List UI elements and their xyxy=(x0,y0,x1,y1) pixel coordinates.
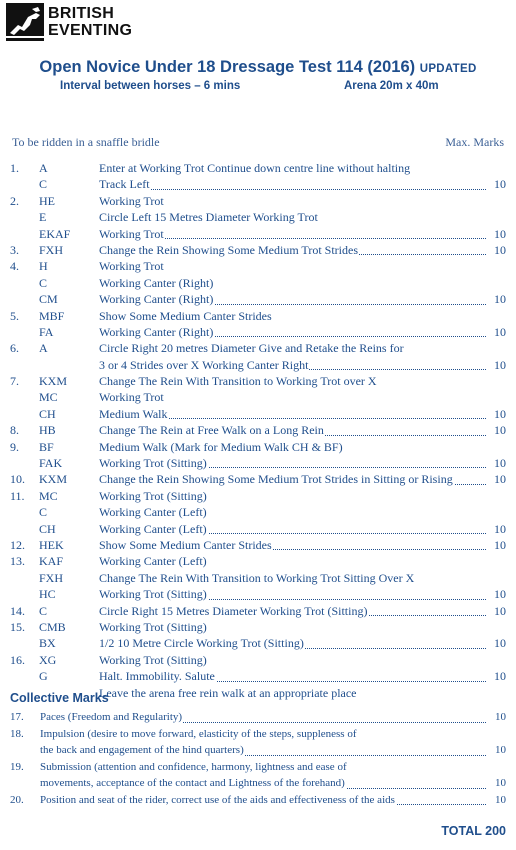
collective-row xyxy=(10,709,506,726)
movement-letters: KAF xyxy=(39,554,64,569)
movement-text: Working Trot (Sitting) xyxy=(99,587,207,602)
movement-row xyxy=(10,504,506,520)
movement-letters: BF xyxy=(39,439,54,454)
movement-row xyxy=(10,603,506,619)
movement-number: 14. xyxy=(10,603,25,618)
collective-number: 17. xyxy=(10,711,24,723)
movement-max-mark: 10 xyxy=(494,357,506,372)
collective-row xyxy=(10,792,506,809)
movement-description xyxy=(99,471,486,487)
movement-letters: CH xyxy=(39,521,56,536)
movement-max-mark: 10 xyxy=(494,292,506,307)
movement-text: Change The Rein With Transition to Working Trot Sitting Over X xyxy=(99,570,415,585)
movement-description xyxy=(99,619,506,635)
collective-max-mark: 10 xyxy=(495,793,506,806)
collective-text: Submission (attention and confidence, harmony, lightness and ease of xyxy=(40,760,347,773)
movement-letters: HC xyxy=(39,587,56,602)
movement-description xyxy=(99,324,486,340)
movement-text: Working Trot (Sitting) xyxy=(99,652,207,667)
movement-number: 10. xyxy=(10,472,25,487)
movement-text: Working Trot xyxy=(99,226,164,241)
horse-jump-logo-icon xyxy=(6,3,44,41)
movement-max-mark: 10 xyxy=(494,406,506,421)
movement-description xyxy=(99,455,486,471)
movement-letters: KXM xyxy=(39,472,68,487)
collective-row xyxy=(10,775,506,792)
movement-text: Change the Rein Showing Some Medium Trot Strides in Sitting or Rising xyxy=(99,472,453,487)
movement-description xyxy=(99,406,486,422)
movement-row xyxy=(10,291,506,307)
movement-text: Change The Rein at Free Walk on a Long Rein xyxy=(99,423,324,438)
movement-letters: HB xyxy=(39,423,56,438)
movement-row xyxy=(10,635,506,651)
movement-text: Working Canter (Left) xyxy=(99,554,207,569)
movement-row xyxy=(10,357,506,373)
collective-row xyxy=(10,742,506,759)
movement-max-mark: 10 xyxy=(494,603,506,618)
movement-text: 3 or 4 Strides over X Working Canter Right xyxy=(99,357,309,372)
movement-row xyxy=(10,668,506,684)
movement-row xyxy=(10,209,506,225)
movement-row xyxy=(10,406,506,422)
logo-line-2: EVENTING xyxy=(48,22,133,39)
movement-row xyxy=(10,160,506,176)
movement-letters: FA xyxy=(39,324,54,339)
movement-row xyxy=(10,324,506,340)
collective-text: movements, acceptance of the contact and Lightness of the forehand) xyxy=(40,777,345,789)
movement-letters: MC xyxy=(39,390,58,405)
movement-letters: A xyxy=(39,161,48,175)
movement-description xyxy=(99,553,506,569)
collective-max-mark: 10 xyxy=(495,711,506,723)
movement-description xyxy=(99,586,486,602)
movement-max-mark: 10 xyxy=(494,177,506,192)
movement-text: Track Left xyxy=(99,177,150,192)
movement-row xyxy=(10,422,506,438)
movement-description xyxy=(99,193,506,209)
movement-description xyxy=(99,570,506,586)
movement-row xyxy=(10,455,506,471)
movement-description xyxy=(99,357,486,373)
movement-number: 15. xyxy=(10,619,25,634)
collective-row xyxy=(10,759,506,776)
movement-letters: HE xyxy=(39,193,55,208)
movement-description xyxy=(99,504,506,520)
movement-text: Show Some Medium Canter Strides xyxy=(99,537,272,552)
movement-text: Circle Right 20 metres Diameter Give and Retake the Reins for xyxy=(99,341,404,356)
movement-row xyxy=(10,439,506,455)
british-eventing-logo xyxy=(6,3,162,41)
movement-description xyxy=(99,275,506,291)
movement-description xyxy=(99,160,506,176)
collective-number: 20. xyxy=(10,793,24,806)
movement-text: Change The Rein With Transition to Working Trot over X xyxy=(99,374,377,389)
movement-letters: HEK xyxy=(39,537,64,552)
movement-row xyxy=(10,308,506,324)
arena-size: Arena 20m x 40m xyxy=(344,80,439,92)
collective-number: 19. xyxy=(10,760,24,773)
movement-description xyxy=(99,258,506,274)
movement-text: 1/2 10 Metre Circle Working Trot (Sitting) xyxy=(99,636,304,651)
movement-row xyxy=(10,275,506,291)
collective-max-mark: 10 xyxy=(495,777,506,789)
movement-letters: CH xyxy=(39,406,56,421)
movement-row xyxy=(10,242,506,258)
collective-marks-heading: Collective Marks xyxy=(10,691,109,705)
movement-description xyxy=(99,652,506,668)
collective-description xyxy=(40,742,486,759)
movement-row xyxy=(10,258,506,274)
movement-number: 2. xyxy=(10,193,19,208)
movement-description xyxy=(99,389,506,405)
movement-number: 16. xyxy=(10,652,25,667)
movement-description xyxy=(99,521,486,537)
test-title xyxy=(0,58,516,77)
max-marks-header: Max. Marks xyxy=(445,135,504,149)
movement-text: Working Canter (Right) xyxy=(99,275,214,290)
movement-letters: C xyxy=(39,603,48,618)
movement-text: Working Trot (Sitting) xyxy=(99,619,207,634)
movement-text: Halt. Immobility. Salute xyxy=(99,669,215,684)
movement-description xyxy=(99,209,506,225)
movement-description xyxy=(99,439,506,455)
movement-letters: FAK xyxy=(39,456,63,471)
collective-description xyxy=(40,709,486,726)
movement-row xyxy=(10,389,506,405)
movement-row xyxy=(10,226,506,242)
movement-text: Working Trot xyxy=(99,390,164,405)
test-title-text: Open Novice Under 18 Dressage Test 114 (2016) xyxy=(39,58,416,76)
movement-max-mark: 10 xyxy=(494,324,506,339)
movement-row xyxy=(10,373,506,389)
movements-table xyxy=(10,160,506,701)
collective-row xyxy=(10,726,506,743)
movement-description xyxy=(99,176,486,192)
movement-description xyxy=(99,422,486,438)
dot-leader xyxy=(99,189,486,190)
movement-letters: KXM xyxy=(39,374,68,389)
movement-text: Working Trot (Sitting) xyxy=(99,488,207,503)
movement-description xyxy=(99,226,486,242)
movement-text: Working Canter (Left) xyxy=(99,521,207,536)
movement-max-mark: 10 xyxy=(494,456,506,471)
collective-number: 18. xyxy=(10,727,24,740)
collective-text: the back and engagement of the hind quarters) xyxy=(40,744,244,756)
movement-row xyxy=(10,570,506,586)
movement-description xyxy=(99,308,506,324)
movement-letters: FXH xyxy=(39,242,64,257)
movement-letters: BX xyxy=(39,636,56,651)
movement-text: Medium Walk (Mark for Medium Walk CH & BF) xyxy=(99,439,343,454)
movement-text: Circle Left 15 Metres Diameter Working Trot xyxy=(99,210,318,225)
collective-text: Paces (Freedom and Regularity) xyxy=(40,711,183,723)
collective-text: Impulsion (desire to move forward, elasticity of the steps, suppleness of xyxy=(40,727,357,740)
movement-description xyxy=(99,635,486,651)
ridden-note: To be ridden in a snaffle bridle xyxy=(12,135,160,149)
movement-number: 5. xyxy=(10,308,19,323)
movement-description xyxy=(99,373,506,389)
movement-row xyxy=(10,652,506,668)
movement-text: Change the Rein Showing Some Medium Trot Strides xyxy=(99,242,359,257)
movement-max-mark: 10 xyxy=(494,242,506,257)
movement-max-mark: 10 xyxy=(494,521,506,536)
movement-max-mark: 10 xyxy=(494,423,506,438)
movement-number: 1. xyxy=(10,161,19,175)
movement-row xyxy=(10,176,506,192)
movement-description xyxy=(99,291,486,307)
movement-number: 3. xyxy=(10,242,19,257)
movement-number: 8. xyxy=(10,423,19,438)
total-marks: TOTAL 200 xyxy=(441,824,506,838)
movement-row xyxy=(10,340,506,356)
movement-text: Working Trot xyxy=(99,259,164,274)
movement-number: 4. xyxy=(10,259,19,274)
collective-text: Position and seat of the rider, correct use of the aids and effectiveness of the aids xyxy=(40,793,395,806)
movement-text: Working Canter (Left) xyxy=(99,505,207,520)
movement-description xyxy=(99,603,486,619)
movement-description xyxy=(99,242,486,258)
collective-description xyxy=(40,759,506,776)
movement-letters: E xyxy=(39,210,47,225)
movement-number: 13. xyxy=(10,554,25,569)
movement-row xyxy=(10,471,506,487)
movement-number: 7. xyxy=(10,374,19,389)
movement-letters: A xyxy=(39,341,48,356)
movement-row xyxy=(10,537,506,553)
movement-text: Circle Right 15 Metres Diameter Working Trot (Sitting) xyxy=(99,603,368,618)
movement-description xyxy=(99,537,486,553)
movement-letters: EKAF xyxy=(39,226,71,241)
interval-note: Interval between horses – 6 mins xyxy=(60,80,241,92)
movement-letters: MBF xyxy=(39,308,65,323)
movement-row xyxy=(10,619,506,635)
movement-letters: CMB xyxy=(39,619,66,634)
movement-max-mark: 10 xyxy=(494,636,506,651)
movement-letters: MC xyxy=(39,488,58,503)
movement-number: 9. xyxy=(10,439,19,454)
movement-number: 12. xyxy=(10,537,25,552)
movement-letters: H xyxy=(39,259,48,274)
movement-max-mark: 10 xyxy=(494,669,506,684)
movement-row xyxy=(10,586,506,602)
movement-row xyxy=(10,553,506,569)
movement-text: Working Canter (Right) xyxy=(99,324,214,339)
movement-row xyxy=(10,193,506,209)
movement-description xyxy=(99,668,486,684)
collective-description xyxy=(40,792,486,809)
movement-letters: CM xyxy=(39,292,58,307)
movement-text: Working Trot xyxy=(99,193,164,208)
movement-description xyxy=(99,488,506,504)
movement-text: Medium Walk xyxy=(99,406,168,421)
movement-number: 6. xyxy=(10,341,19,356)
movement-number: 11. xyxy=(10,488,25,503)
movement-max-mark: 10 xyxy=(494,472,506,487)
movement-text: Enter at Working Trot Continue down centre line without halting xyxy=(99,161,411,175)
movement-text: Working Canter (Right) xyxy=(99,292,214,307)
movement-letters: C xyxy=(39,505,48,520)
collective-max-mark: 10 xyxy=(495,744,506,756)
collective-description xyxy=(40,775,486,792)
movement-letters: C xyxy=(39,275,48,290)
movement-max-mark: 10 xyxy=(494,226,506,241)
movement-letters: G xyxy=(39,669,48,684)
movement-text: Show Some Medium Canter Strides xyxy=(99,308,272,323)
movement-letters: C xyxy=(39,177,48,192)
movement-description xyxy=(99,340,506,356)
movement-letters: XG xyxy=(39,652,57,667)
movement-description xyxy=(99,685,506,701)
updated-badge: UPDATED xyxy=(419,63,477,75)
movement-row xyxy=(10,521,506,537)
movement-max-mark: 10 xyxy=(494,587,506,602)
movement-text: Leave the arena free rein walk at an appropriate place xyxy=(99,685,357,700)
movement-letters: FXH xyxy=(39,570,64,585)
collective-marks-table xyxy=(10,709,506,808)
movement-max-mark: 10 xyxy=(494,537,506,552)
movement-text: Working Trot (Sitting) xyxy=(99,456,207,471)
movement-row xyxy=(10,488,506,504)
logo-line-1: BRITISH xyxy=(48,5,115,22)
collective-description xyxy=(40,726,506,743)
